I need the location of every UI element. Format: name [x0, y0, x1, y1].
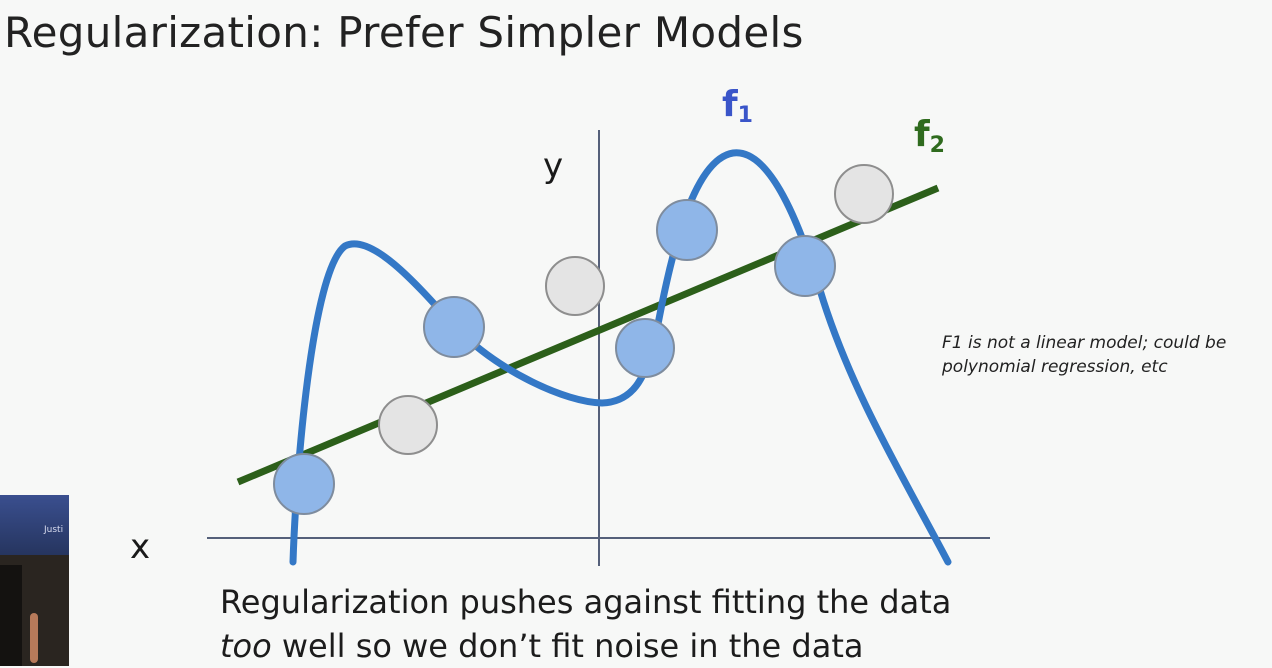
data-point	[616, 319, 674, 377]
f1-label-sub: 1	[737, 103, 753, 128]
speaker-arm	[30, 613, 38, 663]
speaker-video-inset	[0, 495, 69, 666]
data-point	[835, 165, 893, 223]
x-axis-label: x	[130, 527, 151, 567]
caption-line-1: Regularization pushes against fitting the data	[220, 583, 952, 621]
data-point	[379, 396, 437, 454]
caption-emphasis: too	[220, 627, 272, 665]
caption	[220, 580, 1020, 668]
f1-label	[722, 84, 753, 128]
f1-label-name: f	[722, 84, 738, 125]
slide-title: Regularization: Prefer Simpler Models	[4, 8, 804, 57]
f2-label	[914, 114, 945, 158]
side-note: F1 is not a linear model; could be polynomial regression, etc	[942, 333, 1227, 377]
caption-line-2-rest: well so we don’t fit noise in the data	[271, 627, 864, 665]
inset-text: Justi	[44, 525, 64, 535]
f2-label-name: f	[914, 114, 930, 155]
data-point	[424, 297, 484, 357]
y-axis-label: y	[543, 146, 564, 186]
data-point	[546, 257, 604, 315]
data-point	[274, 454, 334, 514]
data-point	[657, 200, 717, 260]
data-point	[775, 236, 835, 296]
speaker-figure	[0, 565, 22, 666]
caption-line-2	[220, 624, 1020, 668]
f2-label-sub: 2	[929, 133, 945, 158]
